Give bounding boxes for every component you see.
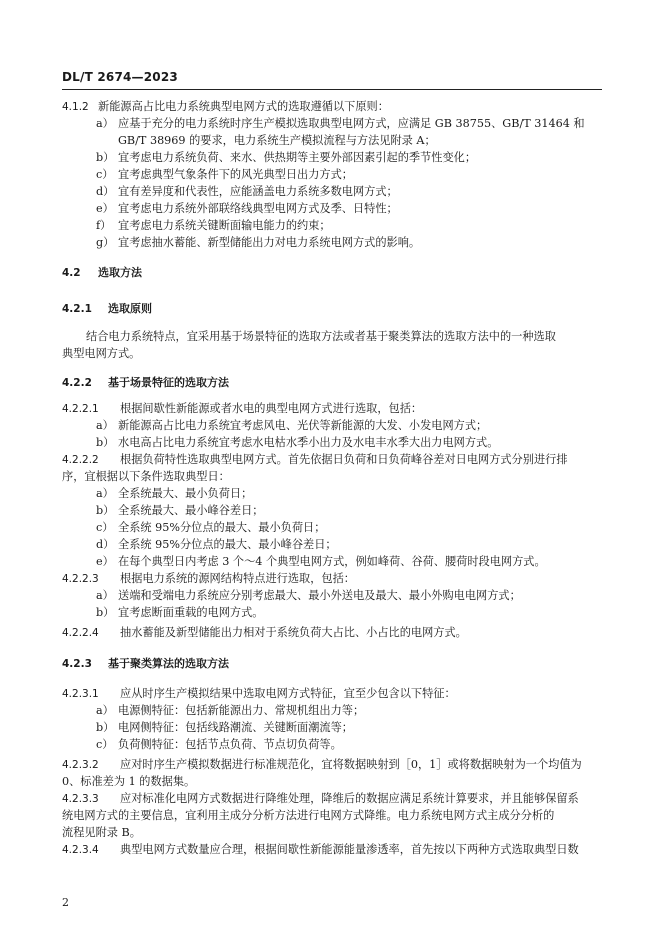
clause-4-2-2-3: 4.2.2.3 根据电力系统的源网结构特点进行选取，包括： (62, 572, 355, 585)
list-item: b） 电网侧特征：包括线路潮流、关键断面潮流等； (96, 721, 353, 734)
clause-4-2-3-2: 4.2.3.2 应对时序生产模拟数据进行标准规范化，宜将数据映射到［0，1］或将数据映射为一个均值为 (62, 758, 582, 771)
paragraph-line: 0、标准差为 1 的数据集。 (62, 775, 196, 788)
list-item: d） 宜有差异度和代表性，应能涵盖电力系统多数电网方式； (96, 185, 398, 198)
list-item: a） 全系统最大、最小负荷日； (96, 487, 253, 500)
list-item: e） 在每个典型日内考虑 3 个～4 个典型电网方式，例如峰荷、谷荷、腰荷时段电网方式。 (96, 555, 546, 568)
list-item: f） 宜考虑电力系统关键断面输电能力的约束； (96, 219, 331, 232)
list-item: d） 全系统 95%分位点的最大、最小峰谷差日； (96, 538, 337, 551)
paragraph-line: 序，宜根据以下条件选取典型日： (62, 470, 230, 483)
list-item: c） 负荷侧特征：包括节点负荷、节点切负荷等。 (96, 738, 342, 751)
section-heading-4-2: 4.2 选取方法 (62, 266, 142, 279)
clause-4-2-2-4: 4.2.2.4 抽水蓄能及新型储能出力相对于系统负荷大占比、小占比的电网方式。 (62, 626, 467, 639)
list-item: c） 全系统 95%分位点的最大、最小负荷日； (96, 521, 326, 534)
list-item: a） 电源侧特征：包括新能源出力、常规机组出力等； (96, 704, 365, 717)
list-item: b） 水电高占比电力系统宜考虑水电枯水季小出力及水电丰水季大出力电网方式。 (96, 436, 499, 449)
list-item: a） 送端和受端电力系统应分别考虑最大、最小外送电及最大、最小外购电电网方式； (96, 589, 521, 602)
list-item: a） 新能源高占比电力系统宜考虑风电、光伏等新能源的大发、小发电网方式； (96, 419, 488, 432)
list-item: c） 宜考虑典型气象条件下的风光典型日出力方式； (96, 168, 353, 181)
list-item: b） 宜考虑电力系统负荷、来水、供热期等主要外部因素引起的季节性变化； (96, 151, 477, 164)
section-heading-4-2-1: 4.2.1 选取原则 (62, 302, 152, 315)
list-item-continuation: GB/T 38969 的要求，电力系统生产模拟流程与方法见附录 A； (118, 134, 436, 147)
clause-4-2-3-1: 4.2.3.1 应从时序生产模拟结果中选取电网方式特征，宜至少包含以下特征： (62, 687, 456, 700)
list-item: e） 宜考虑电力系统外部联络线典型电网方式及季、日特性； (96, 202, 398, 215)
paragraph-line: 流程见附录 B。 (62, 826, 141, 839)
clause-4-2-3-3: 4.2.3.3 应对标准化电网方式数据进行降维处理，降维后的数据应满足系统计算要求，并且能够保留系 (62, 792, 579, 805)
clause-4-2-2-1: 4.2.2.1 根据间歇性新能源或者水电的典型电网方式进行选取，包括： (62, 402, 423, 415)
paragraph-line: 典型电网方式。 (62, 347, 141, 360)
clause-4-2-2-2: 4.2.2.2 根据负荷特性选取典型电网方式。首先依据日负荷和日负荷峰谷差对日电网方式分别进行排 (62, 453, 568, 466)
document-code-header: DL/T 2674—2023 (62, 70, 178, 84)
list-item: g） 宜考虑抽水蓄能、新型储能出力对电力系统电网方式的影响。 (96, 236, 421, 249)
header-rule (62, 89, 602, 90)
list-item: b） 宜考虑断面重载的电网方式。 (96, 606, 264, 619)
section-heading-4-2-2: 4.2.2 基于场景特征的选取方法 (62, 376, 229, 389)
paragraph-line: 结合电力系统特点，宜采用基于场景特征的选取方法或者基于聚类算法的选取方法中的一种选取 (86, 330, 556, 343)
list-item: b） 全系统最大、最小峰谷差日； (96, 504, 264, 517)
clause-4-2-3-4: 4.2.3.4 典型电网方式数量应合理，根据间歇性新能源能量渗透率，首先按以下两种方式选取典型日数 (62, 843, 579, 856)
clause-4-1-2: 4.1.2 新能源高占比电力系统典型电网方式的选取遵循以下原则： (62, 100, 389, 113)
list-item: a） 应基于充分的电力系统时序生产模拟选取典型电网方式，应满足 GB 38755、GB/T 31464 和 (96, 117, 585, 130)
page-number: 2 (62, 896, 69, 909)
section-heading-4-2-3: 4.2.3 基于聚类算法的选取方法 (62, 657, 229, 670)
paragraph-line: 统电网方式的主要信息，宜利用主成分分析方法进行电网方式降维。电力系统电网方式主成分分析的 (62, 809, 555, 822)
